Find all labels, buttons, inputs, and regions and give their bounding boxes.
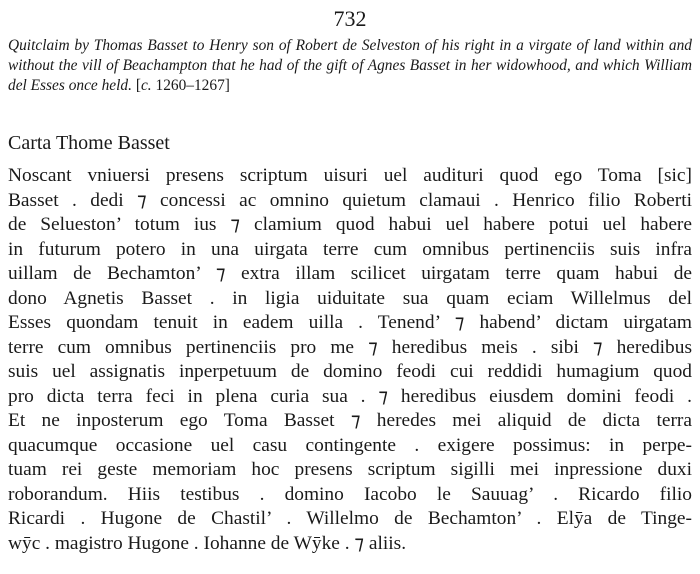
date-range: 1260–1267] <box>155 77 230 94</box>
charter-line: pro dicta terra feci in plena curia sua . ⁊ heredibus eiusdem domini feodi . <box>8 385 692 407</box>
charter-line: Et ne inposterum ego Toma Basset ⁊ heredes mei aliquid de dicta terra <box>8 410 692 431</box>
charter-title: Carta Thome Basset <box>8 132 170 154</box>
abstract-summary: Quitclaim by Thomas Basset to Henry son of Robert de Selveston of his right in a virgate of land within and without the vill of Beachampton that he had of the gift of Agnes Basset in her widowhood, and which William del Esses once held. <box>8 37 692 94</box>
abstract-paragraph <box>8 36 692 96</box>
charter-line: Basset . dedi ⁊ concessi ac omnino quietum clamaui . Henrico filio Roberti <box>8 189 692 211</box>
charter-line: Noscant vniuersi presens scriptum uisuri uel audituri quod ego Toma [sic] <box>8 165 692 186</box>
charter-line: Esses quondam tenuit in eadem uilla . Tenend’ ⁊ habend’ dictam uirgatam <box>8 312 692 333</box>
charter-line: Ricardi . Hugone de Chastil’ . Willelmo de Bechamton’ . Elӯa de Tinge- <box>8 508 692 529</box>
charter-line: suis uel assignatis inperpetuum de domino feodi cui reddidi humagium quod <box>8 361 692 382</box>
charter-line: in futurum potero in una uirgata terre cum omnibus pertinenciis suis infra <box>8 238 692 260</box>
date-note <box>136 77 230 94</box>
charter-line: de Selueston’ totum ius ⁊ clamium quod habui uel habere potui uel habere <box>8 214 692 235</box>
document-number: 732 <box>333 6 367 31</box>
charter-line: tuam rei geste memoriam hoc presens scriptum sigilli mei inpressione duxi <box>8 459 692 480</box>
charter-line: terre cum omnibus pertinenciis pro me ⁊ heredibus meis . sibi ⁊ heredibus <box>8 336 692 358</box>
charter-line: roborandum. Hiis testibus . domino Iacobo le Sauuag’ . Ricardo filio <box>8 483 692 505</box>
date-open-bracket: [ <box>135 77 141 94</box>
charter-line: wӯc . magistro Hugone . Iohanne de Wӯke . ⁊ aliis. <box>8 532 407 554</box>
charter-line: quacumque occasione uel casu contingente . exigere possimus: in perpe- <box>8 434 692 456</box>
date-circa: c. <box>140 77 152 94</box>
charter-body <box>8 164 692 556</box>
charter-line: dono Agnetis Basset . in ligia uiduitate sua quam eciam Willelmus del <box>8 287 692 309</box>
charter-line: uillam de Bechamton’ ⁊ extra illam scilicet uirgatam terre quam habui de <box>8 263 692 284</box>
